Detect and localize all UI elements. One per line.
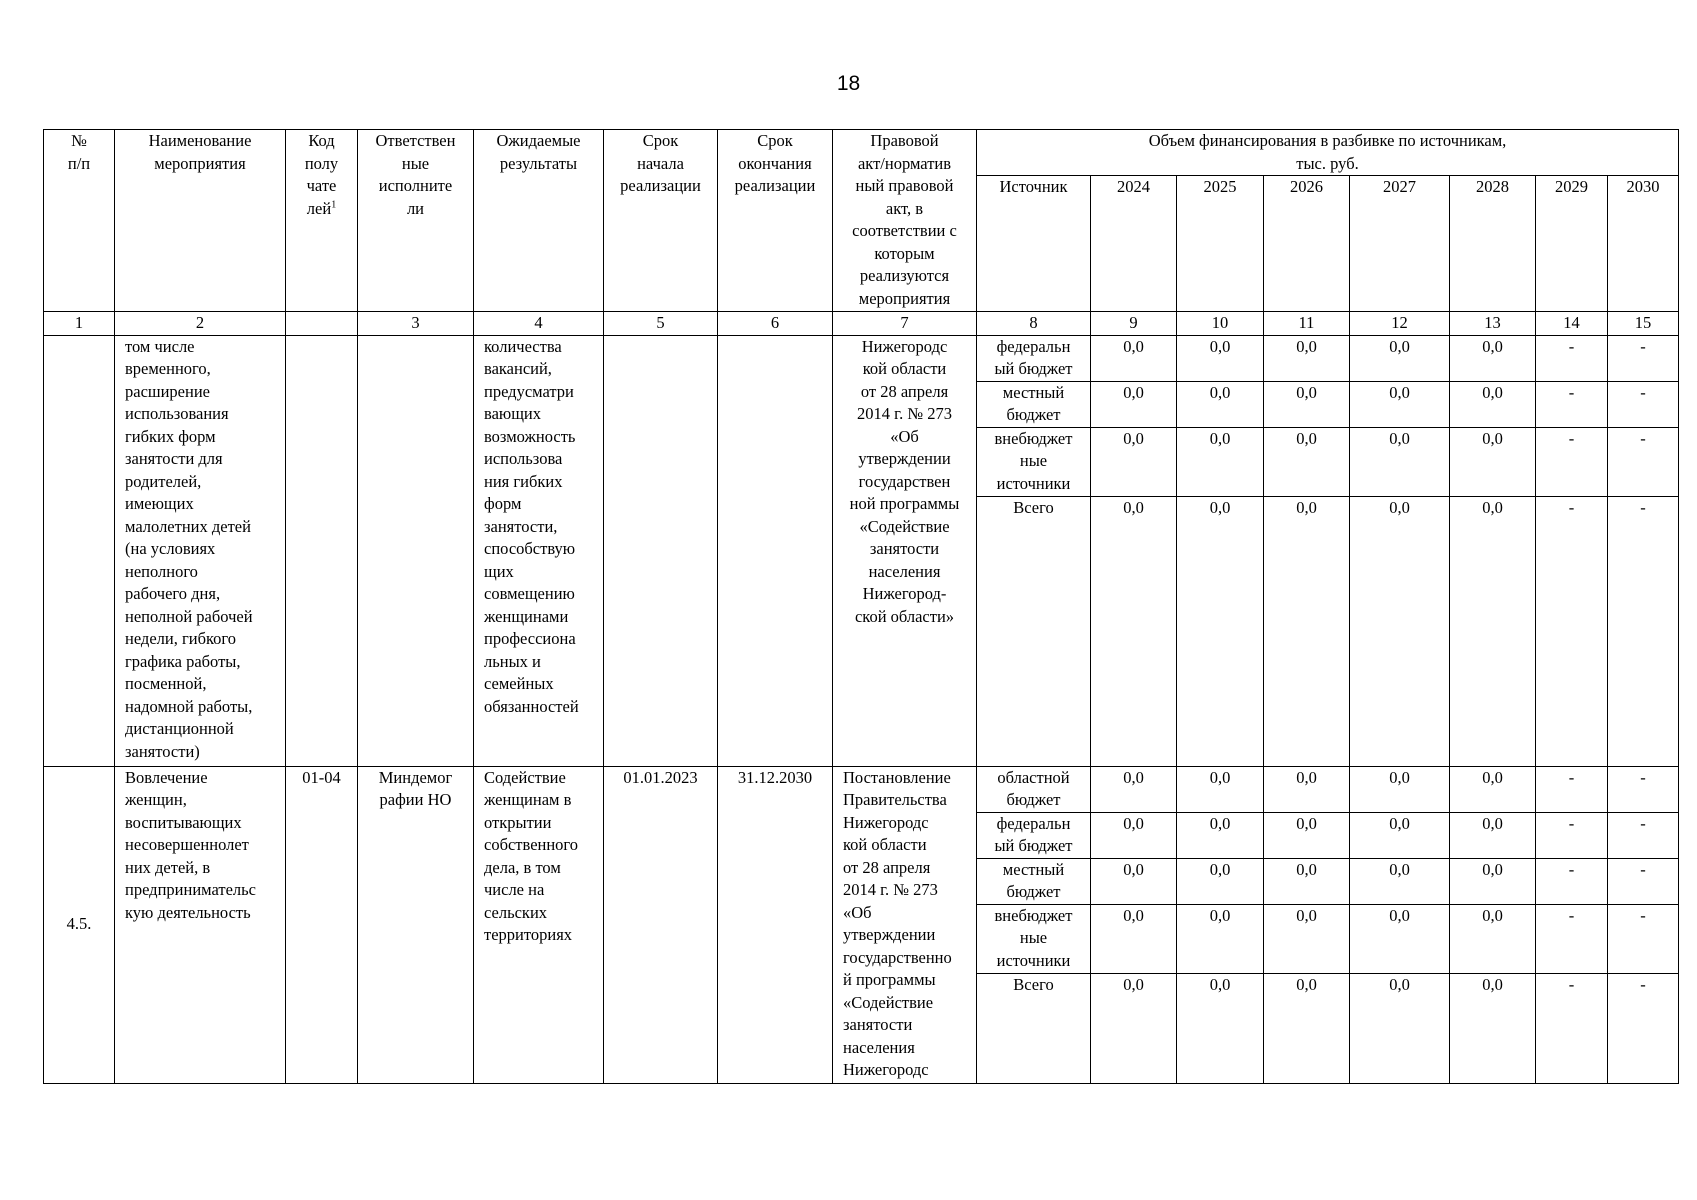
value-cell: -: [1536, 381, 1608, 427]
header-year: 2026: [1264, 176, 1350, 312]
header-year: 2030: [1608, 176, 1679, 312]
value-cell: -: [1536, 335, 1608, 381]
column-number: 11: [1264, 312, 1350, 336]
funding-source: федеральн ый бюджет: [977, 812, 1091, 858]
column-number: 3: [358, 312, 474, 336]
value-cell: 0,0: [1450, 858, 1536, 904]
value-cell: -: [1608, 427, 1679, 496]
header-results: Ожидаемые результаты: [474, 130, 604, 312]
value-cell: 0,0: [1264, 904, 1350, 973]
funding-source: внебюджет ные источники: [977, 427, 1091, 496]
value-cell: 0,0: [1091, 496, 1177, 766]
header-year: 2027: [1350, 176, 1450, 312]
table-row: [44, 335, 1679, 381]
responsible: [358, 335, 474, 766]
column-number: 12: [1350, 312, 1450, 336]
value-cell: 0,0: [1450, 496, 1536, 766]
header-funding: Объем финансирования в разбивке по источникам, тыс. руб.: [977, 130, 1679, 176]
value-cell: 0,0: [1264, 973, 1350, 1083]
value-cell: 0,0: [1350, 973, 1450, 1083]
value-cell: -: [1608, 766, 1679, 812]
funding-source: местный бюджет: [977, 381, 1091, 427]
value-cell: 0,0: [1264, 381, 1350, 427]
start-date: 01.01.2023: [604, 766, 718, 1083]
value-cell: 0,0: [1350, 381, 1450, 427]
header-num: № п/п: [44, 130, 115, 312]
value-cell: 0,0: [1350, 766, 1450, 812]
header-year: 2024: [1091, 176, 1177, 312]
value-cell: 0,0: [1177, 858, 1264, 904]
value-cell: -: [1608, 904, 1679, 973]
column-number: 8: [977, 312, 1091, 336]
funding-table: [43, 129, 1679, 1084]
value-cell: 0,0: [1091, 335, 1177, 381]
column-number: 7: [833, 312, 977, 336]
value-cell: 0,0: [1450, 766, 1536, 812]
header-year: 2025: [1177, 176, 1264, 312]
value-cell: 0,0: [1091, 973, 1177, 1083]
legal-act: Постановление Правительства Нижегородс кой области от 28 апреля 2014 г. № 273 «Об утверждении государственно й программы «Содействие занятости населения Нижегородс: [833, 766, 977, 1083]
funding-source: Всего: [977, 973, 1091, 1083]
header-start: Срок начала реализации: [604, 130, 718, 312]
funding-source: Всего: [977, 496, 1091, 766]
column-number: 2: [115, 312, 286, 336]
value-cell: -: [1536, 427, 1608, 496]
recipient-code: [286, 335, 358, 766]
value-cell: -: [1536, 766, 1608, 812]
column-number: 14: [1536, 312, 1608, 336]
value-cell: 0,0: [1177, 496, 1264, 766]
header-source: Источник: [977, 176, 1091, 312]
funding-source: местный бюджет: [977, 858, 1091, 904]
column-number: 5: [604, 312, 718, 336]
value-cell: 0,0: [1091, 381, 1177, 427]
header-code: Код полу чате лей$^1$: [286, 130, 358, 312]
column-number: 15: [1608, 312, 1679, 336]
value-cell: 0,0: [1177, 904, 1264, 973]
value-cell: 0,0: [1177, 335, 1264, 381]
header-year: 2028: [1450, 176, 1536, 312]
value-cell: 0,0: [1350, 335, 1450, 381]
value-cell: 0,0: [1177, 973, 1264, 1083]
funding-source: федеральн ый бюджет: [977, 335, 1091, 381]
funding-source: внебюджет ные источники: [977, 904, 1091, 973]
value-cell: 0,0: [1264, 812, 1350, 858]
value-cell: 0,0: [1450, 973, 1536, 1083]
value-cell: 0,0: [1350, 496, 1450, 766]
value-cell: 0,0: [1264, 335, 1350, 381]
measure-name: Вовлечение женщин, воспитывающих несовершеннолет них детей, в предпринимательс кую деятельность: [115, 766, 286, 1083]
value-cell: 0,0: [1350, 427, 1450, 496]
value-cell: 0,0: [1264, 496, 1350, 766]
header-responsible: Ответствен ные исполните ли: [358, 130, 474, 312]
page-number: 18: [836, 72, 861, 95]
value-cell: -: [1536, 812, 1608, 858]
end-date: 31.12.2030: [718, 766, 833, 1083]
value-cell: 0,0: [1450, 381, 1536, 427]
header-year: 2029: [1536, 176, 1608, 312]
column-number: 6: [718, 312, 833, 336]
expected-results: Содействие женщинам в открытии собственного дела, в том числе на сельских территориях: [474, 766, 604, 1083]
header-name: Наименование мероприятия: [115, 130, 286, 312]
value-cell: 0,0: [1450, 812, 1536, 858]
funding-source: областной бюджет: [977, 766, 1091, 812]
item-number: 4.5.: [44, 766, 115, 1083]
column-number: 9: [1091, 312, 1177, 336]
table-row: [44, 766, 1679, 812]
value-cell: 0,0: [1350, 904, 1450, 973]
value-cell: -: [1608, 973, 1679, 1083]
header-legal-act: Правовой акт/норматив ный правовой акт, в соответствии с которым реализуются мероприятия: [833, 130, 977, 312]
value-cell: -: [1536, 973, 1608, 1083]
value-cell: 0,0: [1264, 766, 1350, 812]
column-number: 4: [474, 312, 604, 336]
value-cell: 0,0: [1091, 858, 1177, 904]
value-cell: 0,0: [1450, 904, 1536, 973]
value-cell: 0,0: [1177, 381, 1264, 427]
value-cell: -: [1608, 496, 1679, 766]
column-number: 1: [44, 312, 115, 336]
value-cell: -: [1608, 335, 1679, 381]
responsible: Миндемог рафии НО: [358, 766, 474, 1083]
value-cell: 0,0: [1450, 427, 1536, 496]
value-cell: 0,0: [1450, 335, 1536, 381]
value-cell: 0,0: [1177, 427, 1264, 496]
value-cell: 0,0: [1264, 427, 1350, 496]
value-cell: -: [1608, 381, 1679, 427]
value-cell: -: [1536, 496, 1608, 766]
recipient-code: 01-04: [286, 766, 358, 1083]
value-cell: -: [1536, 904, 1608, 973]
value-cell: 0,0: [1264, 858, 1350, 904]
measure-name: том числе временного, расширение использования гибких форм занятости для родителей, имеющих малолетних детей (на условиях неполного рабочего дня, неполной рабочей недели, гибкого графика работы, посменной, надомной работы, дистанционной занятости): [115, 335, 286, 766]
header-end: Срок окончания реализации: [718, 130, 833, 312]
column-number: [286, 312, 358, 336]
value-cell: 0,0: [1091, 812, 1177, 858]
value-cell: -: [1608, 812, 1679, 858]
end-date: [718, 335, 833, 766]
value-cell: 0,0: [1350, 812, 1450, 858]
value-cell: 0,0: [1091, 904, 1177, 973]
value-cell: 0,0: [1350, 858, 1450, 904]
column-number: 13: [1450, 312, 1536, 336]
column-number: 10: [1177, 312, 1264, 336]
start-date: [604, 335, 718, 766]
value-cell: 0,0: [1091, 427, 1177, 496]
legal-act: Нижегородс кой области от 28 апреля 2014 г. № 273 «Об утверждении государствен ной программы «Содействие занятости населения Нижегород- ской области»: [833, 335, 977, 766]
expected-results: количества вакансий, предусматри вающих возможность использова ния гибких форм занятости, способствую щих совмещению женщинами профессиона льных и семейных обязанностей: [474, 335, 604, 766]
value-cell: 0,0: [1091, 766, 1177, 812]
value-cell: 0,0: [1177, 766, 1264, 812]
value-cell: 0,0: [1177, 812, 1264, 858]
value-cell: -: [1536, 858, 1608, 904]
value-cell: -: [1608, 858, 1679, 904]
item-number: [44, 335, 115, 766]
